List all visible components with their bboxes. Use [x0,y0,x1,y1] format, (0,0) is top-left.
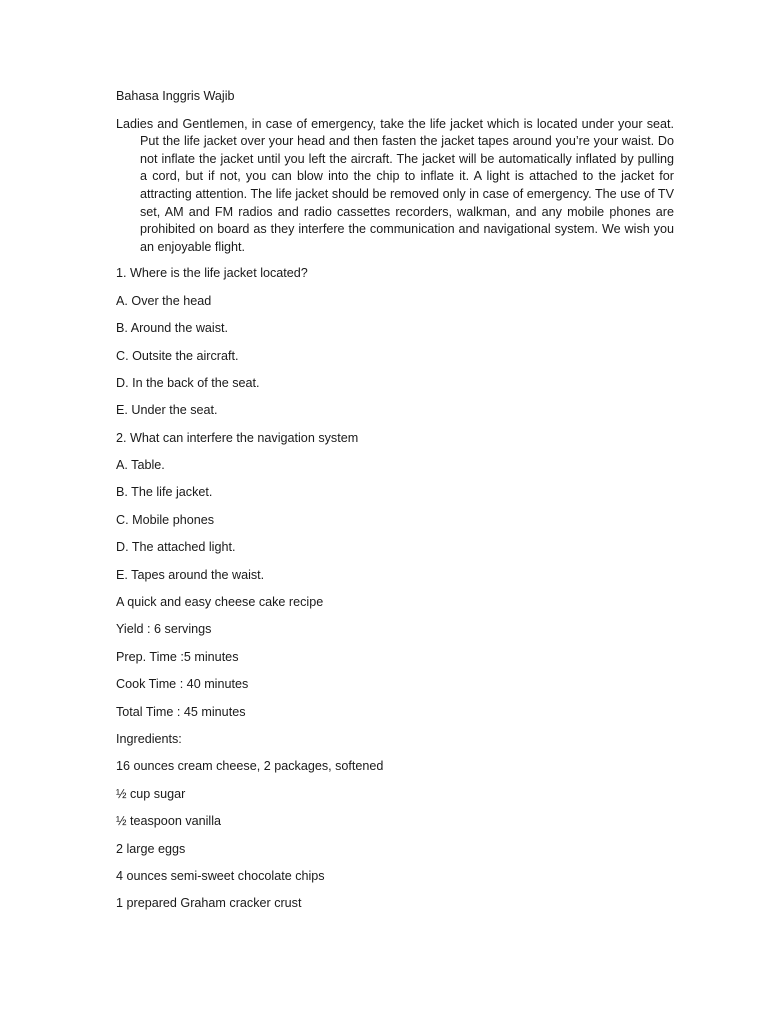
question-1: 1. Where is the life jacket located? [116,266,308,281]
ingredient-item: 16 ounces cream cheese, 2 packages, softened [116,759,384,774]
question-1-option-e: E. Under the seat. [116,403,218,418]
recipe-cook-time: Cook Time : 40 minutes [116,677,249,692]
document-page [116,88,674,923]
document-title: Bahasa Inggris Wajib [116,89,235,103]
question-1-option-b: B. Around the waist. [116,321,229,336]
recipe-yield: Yield : 6 servings [116,622,212,637]
recipe-title: A quick and easy cheese cake recipe [116,595,324,610]
question-2-option-d: D. The attached light. [116,540,236,555]
question-1-option-a: A. Over the head [116,293,212,308]
question-2-option-b: B. The life jacket. [116,485,213,500]
ingredient-item: 4 ounces semi-sweet chocolate chips [116,868,325,883]
question-2: 2. What can interfere the navigation system [116,430,359,445]
ingredient-item: 1 prepared Graham cracker crust [116,896,302,911]
question-1-option-d: D. In the back of the seat. [116,375,260,390]
ingredient-item: ½ cup sugar [116,786,186,801]
recipe-total-time: Total Time : 45 minutes [116,704,246,719]
question-2-option-c: C. Mobile phones [116,512,215,527]
question-2-option-e: E. Tapes around the waist. [116,567,265,582]
question-1-option-c: C. Outsite the aircraft. [116,348,239,363]
ingredient-item: ½ teaspoon vanilla [116,814,222,829]
ingredient-item: 2 large eggs [116,841,186,856]
question-2-option-a: A. Table. [116,458,165,473]
reading-passage: Ladies and Gentlemen, in case of emergency, take the life jacket which is located under your seat. Put the life jacket over your head and then fasten the jacket tapes around you’re your waist. Do not inflate the jacket until you left the aircraft. The jacket will be automatically inflated by pulling a cord, but if not, you can blow into the chip to inflate it. A light is attached to the jacket for attracting attention. The life jacket should be removed only in case of emergency. The use of TV set, AM and FM radios and radio cassettes recorders, walkman, and any mobile phones are prohibited on board as they interfere the communication and navigational system. We wish you an enjoyable flight. [116,116,674,254]
ingredients-label: Ingredients: [116,731,182,746]
recipe-prep-time: Prep. Time :5 minutes [116,649,239,664]
